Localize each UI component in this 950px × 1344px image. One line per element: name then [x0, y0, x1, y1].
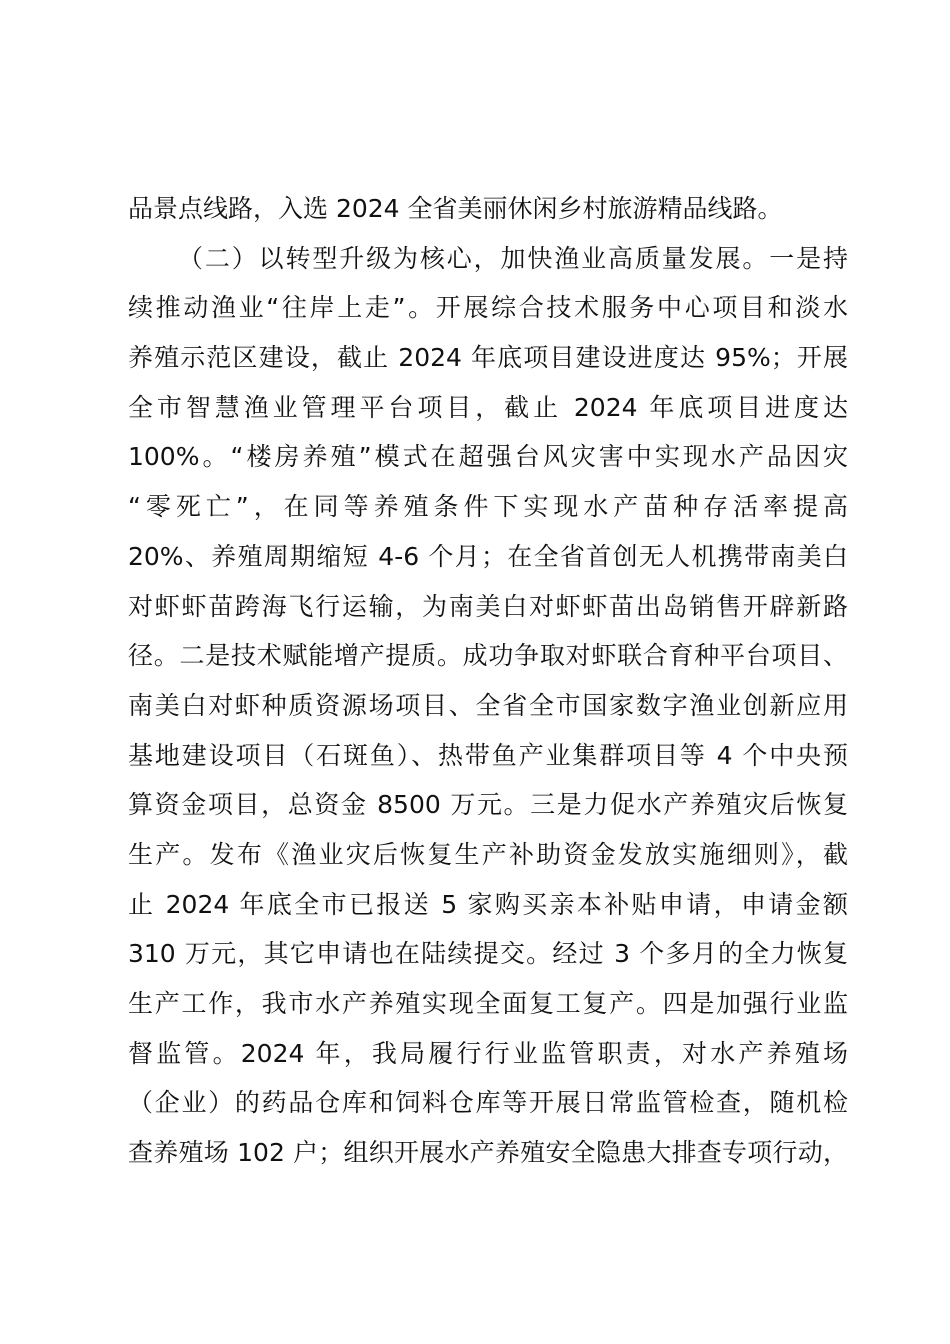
text-line: 310 万元，其它申请也在陆续提交。经过 3 个多月的全力恢复: [128, 939, 848, 969]
text-line: 基地建设项目（石斑鱼）、热带鱼产业集群项目等 4 个中央预: [128, 740, 848, 770]
text-line: 20%、养殖周期缩短 4-6 个月；在全省首创无人机携带南美白: [128, 541, 848, 571]
text-line: 续推动渔业“往岸上走”。开展综合技术服务中心项目和淡水: [128, 293, 848, 323]
text-line: “零死亡”，在同等养殖条件下实现水产苗种存活率提高: [128, 492, 848, 522]
text-line: （二）以转型升级为核心，加快渔业高质量发展。一是持: [178, 243, 848, 273]
text-line: 品景点线路，入选 2024 全省美丽休闲乡村旅游精品线路。: [128, 194, 783, 223]
text-line: 算资金项目，总资金 8500 万元。三是力促水产养殖灾后恢复: [128, 790, 848, 820]
text-line: 生产工作，我市水产养殖实现全面复工复产。四是加强行业监: [128, 989, 848, 1018]
text-line: 100%。“楼房养殖”模式在超强台风灾害中实现水产品因灾: [128, 442, 848, 472]
text-line: 对虾虾苗跨海飞行运输，为南美白对虾虾苗出岛销售开辟新路: [128, 591, 848, 621]
text-line: 南美白对虾种质资源场项目、全省全市国家数字渔业创新应用: [128, 690, 848, 720]
text-line: 查养殖场 102 户；组织开展水产养殖安全隐患大排查专项行动，: [128, 1138, 848, 1168]
text-line: 养殖示范区建设，截止 2024 年底项目建设进度达 95%；开展: [128, 343, 848, 373]
body-text: [128, 184, 848, 1178]
text-line: （企业）的药品仓库和饲料仓库等开展日常监管检查，随机检: [128, 1088, 848, 1118]
text-line: 督监管。2024 年，我局履行行业监管职责，对水产养殖场: [128, 1038, 848, 1068]
text-line: 生产。发布《渔业灾后恢复生产补助资金发放实施细则》，截: [128, 839, 848, 869]
text-line: 止 2024 年底全市已报送 5 家购买亲本补贴申请，申请金额: [128, 889, 848, 919]
text-line: 径。二是技术赋能增产提质。成功争取对虾联合育种平台项目、: [128, 641, 848, 671]
text-line: 全市智慧渔业管理平台项目，截止 2024 年底项目进度达: [128, 392, 848, 422]
